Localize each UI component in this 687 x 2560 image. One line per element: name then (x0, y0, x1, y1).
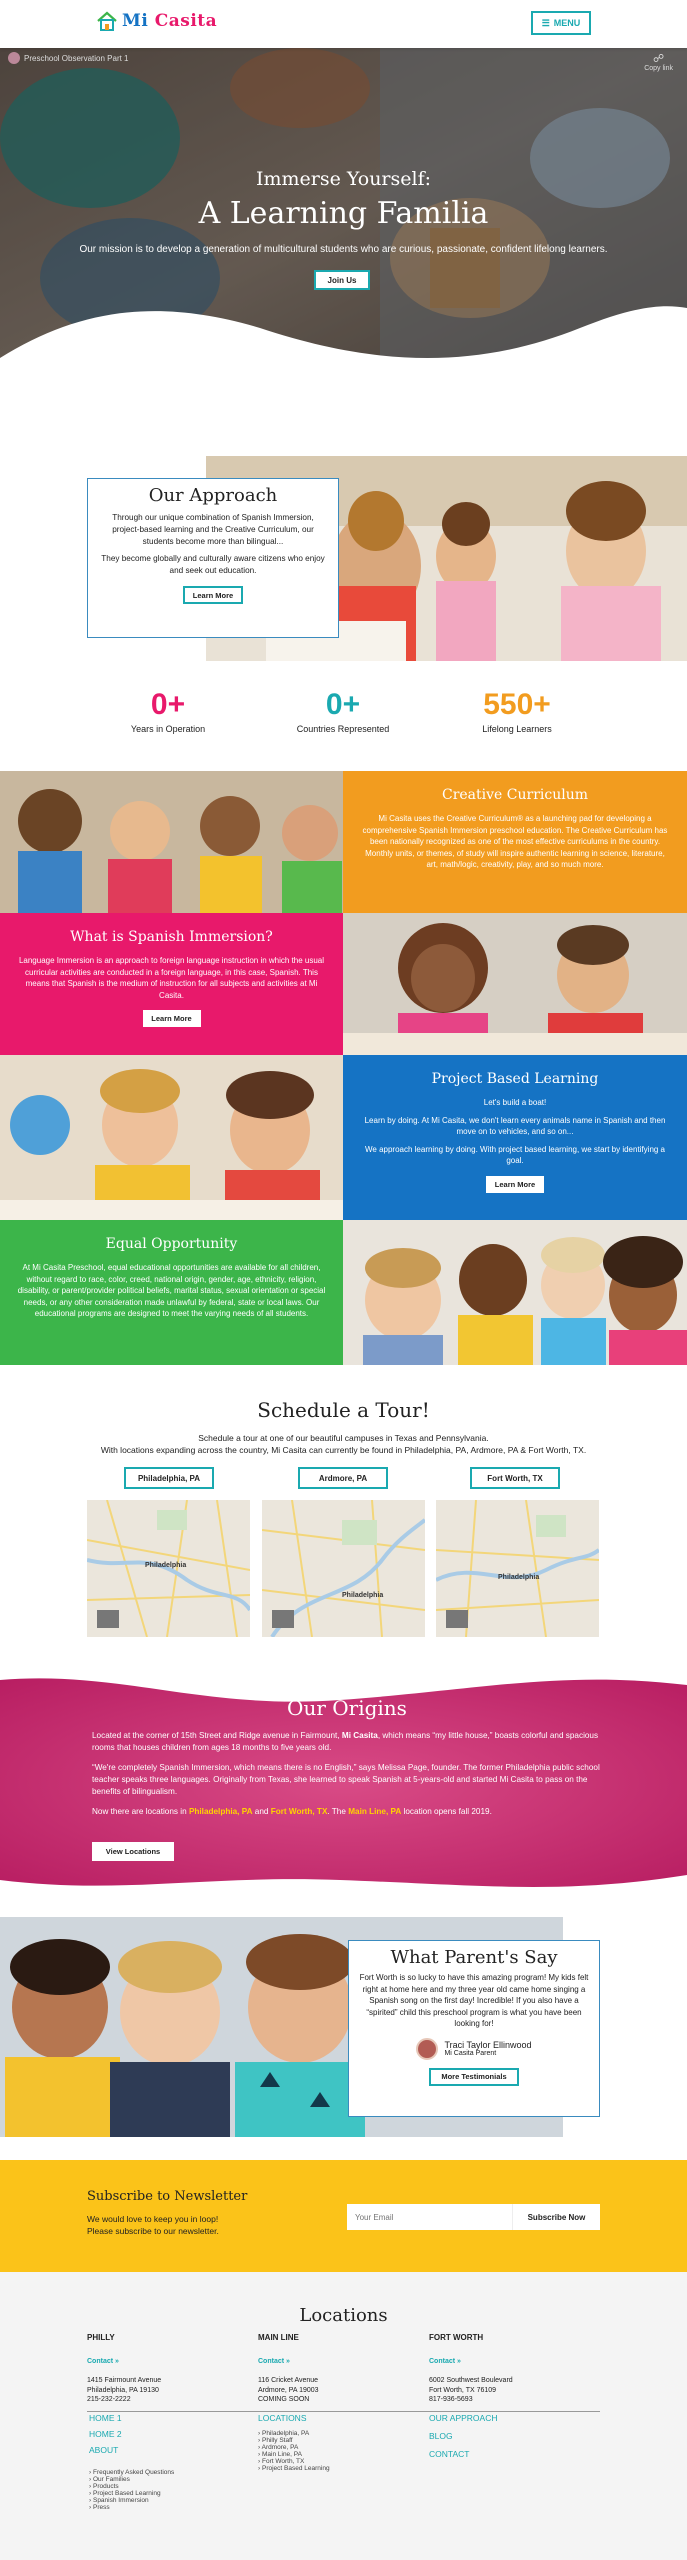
footer-sub-link-text: Philly Staff (261, 2437, 293, 2444)
copy-link-label: Copy link (644, 65, 673, 72)
footer-sub-link[interactable]: › Main Line, PA (258, 2451, 302, 2458)
origins-paragraph-2: “We're completely Spanish Immersion, which means there is no English,” says Melissa Page, founder. The former Philadelphia public school teacher speaks three languages. Originally from Texas, she learned to speak Spanish at 5-years-old and started Mi Casita to pass on the benefits of bilingualism. (92, 1763, 600, 1796)
footer-sub-link[interactable]: › Press (89, 2504, 110, 2511)
schedule-tour-line-2: With locations expanding across the country, Mi Casita can currently be found in Philadelphia, PA, Ardmore, PA & Fort Worth, TX. (100, 1445, 587, 1455)
link-icon: ☍ (653, 53, 665, 65)
location-city: MAIN LINE (258, 2333, 299, 2342)
origins-link-main-line[interactable]: Main Line, PA (348, 1807, 402, 1816)
footer-sub-link-text: Philadelphia, PA (261, 2430, 310, 2437)
location-contact-link[interactable]: Contact » (87, 2357, 119, 2365)
hamburger-icon: ☰ (541, 17, 550, 28)
footer-sub-link[interactable]: › Project Based Learning (258, 2465, 330, 2472)
footer-divider (87, 2411, 600, 2412)
schedule-tour-line-1: Schedule a tour at one of our beautiful campuses in Texas and Pennsylvania. (198, 1433, 489, 1443)
stat-learners-label: Lifelong Learners (482, 724, 552, 734)
stat-learners-value: 550+ (483, 688, 551, 721)
hero-mission: Our mission is to develop a generation of multicultural students who are curious, passionate, confident lifelong learners. (79, 244, 608, 255)
map-label-philadelphia-3: Philadelphia (498, 1574, 540, 1581)
creative-curriculum-title: Creative Curriculum (441, 787, 588, 803)
footer-location-philly (87, 2333, 252, 2405)
creative-curriculum-panel (343, 771, 687, 913)
footer-sub-link[interactable]: › Fort Worth, TX (258, 2458, 305, 2465)
video-title-text: Preschool Observation Part 1 (24, 53, 129, 63)
tour-ardmore-button[interactable]: Ardmore, PA (298, 1467, 388, 1489)
spanish-immersion-panel (0, 913, 343, 1055)
map-fort-worth[interactable] (436, 1500, 599, 1637)
testimonial-author-name: Traci Taylor Ellinwood (444, 2040, 532, 2050)
origins-p3-and: and (252, 1807, 271, 1816)
newsletter-line-1: We would love to keep you in loop! (87, 2214, 219, 2224)
footer-sub-link-text: Project Based Learning (92, 2490, 161, 2497)
testimonial-author-role: Mi Casita Parent (444, 2050, 497, 2057)
join-us-button[interactable]: Join Us (314, 270, 370, 290)
hero-title: A Learning Familia (198, 196, 489, 231)
footer-about-submenu (89, 2469, 174, 2511)
testimonial-author (359, 2038, 589, 2060)
location-address-line-2: Ardmore, PA 19003 (258, 2386, 319, 2394)
origins-title: Our Origins (287, 1696, 407, 1720)
project-based-learning-tagline: Let's build a boat! (483, 1098, 547, 1107)
menu-label: MENU (553, 18, 581, 28)
spanish-immersion-title: What is Spanish Immersion? (70, 929, 273, 945)
logo-word-mi: Mi (122, 11, 149, 31)
footer-location-main-line (258, 2333, 423, 2405)
location-status: COMING SOON (258, 2396, 310, 2403)
view-locations-button[interactable]: View Locations (92, 1842, 174, 1861)
tour-philadelphia-button[interactable]: Philadelphia, PA (124, 1467, 214, 1489)
footer-locations-title: Locations (299, 2305, 388, 2326)
equal-opportunity-title: Equal Opportunity (105, 1236, 238, 1252)
house-icon (96, 10, 118, 32)
copy-link[interactable] (644, 52, 673, 72)
project-based-learning-paragraph-1: Learn by doing. At Mi Casita, we don't learn every animals name in Spanish and then move on to vehicles, and so on... (364, 1115, 666, 1136)
location-address-line-1: 1415 Fairmount Avenue (87, 2377, 162, 2384)
hero-video[interactable] (0, 48, 687, 378)
location-city: FORT WORTH (429, 2333, 484, 2342)
menu-button[interactable] (531, 11, 591, 35)
testimonial-title: What Parent's Say (390, 1947, 558, 1968)
footer-sub-link-text: Ardmore, PA (261, 2444, 299, 2451)
approach-title: Our Approach (148, 485, 278, 506)
tour-fort-worth-button[interactable]: Fort Worth, TX (470, 1467, 560, 1489)
newsletter-email-input[interactable] (347, 2204, 512, 2230)
photo-smiling-children (343, 913, 687, 1055)
origins-p3-end: location opens fall 2019. (401, 1807, 492, 1816)
photo-children-sitting (0, 771, 343, 913)
origins-p1-part-c: , which means “my little house,” boasts colorful and spacious rooms that houses children from ages 18 months to five years old. (92, 1731, 599, 1752)
photo-diverse-children (343, 1220, 687, 1365)
footer-sub-link[interactable]: › Frequently Asked Questions (89, 2469, 175, 2476)
footer-sub-link[interactable]: › Project Based Learning (89, 2490, 161, 2497)
logo-text (122, 11, 217, 31)
testimonial-quote: Fort Worth is so lucky to have this amazing program! My kids felt right at home here and my three year old came home singing a Spanish song on the first day! Incredible! If you also have a “spirited” child this preschool program is what you have been looking for! (359, 1973, 589, 2028)
project-based-learning-paragraph-2: We approach learning by doing. With project based learning, we start by identifying a goal. (364, 1144, 666, 1165)
immersion-learn-more-button[interactable]: Learn More (143, 1010, 201, 1027)
hero-subtitle: Immerse Yourself: (255, 168, 432, 190)
location-address-line-1: 116 Cricket Avenue (258, 2377, 319, 2384)
project-based-learning-title: Project Based Learning (431, 1071, 599, 1087)
origins-paragraph-3 (92, 1806, 602, 1818)
location-phone: 215-232-2222 (87, 2396, 131, 2403)
footer-sub-link-text: Products (92, 2483, 119, 2490)
newsletter-line-2: Please subscribe to our newsletter. (87, 2226, 219, 2236)
footer-location-fort-worth (429, 2333, 594, 2405)
stat-learners (427, 688, 607, 734)
logo[interactable] (96, 10, 217, 32)
subscribe-now-button[interactable]: Subscribe Now (512, 2204, 600, 2230)
footer-sub-link[interactable]: › Our Families (89, 2476, 130, 2483)
photo-kids-coloring (0, 1055, 343, 1220)
map-ardmore[interactable] (262, 1500, 425, 1637)
location-address-line-2: Philadelphia, PA 19130 (87, 2386, 159, 2394)
stat-years (78, 688, 258, 734)
project-based-learning-panel (343, 1055, 687, 1220)
footer-sub-link[interactable]: › Spanish Immersion (89, 2497, 149, 2504)
stat-years-value: 0+ (150, 688, 186, 721)
location-contact-link[interactable]: Contact » (258, 2357, 290, 2365)
origins-paragraph-1 (92, 1730, 602, 1754)
footer-sub-link-text: Frequently Asked Questions (92, 2469, 175, 2476)
stat-countries-label: Countries Represented (296, 724, 390, 734)
newsletter-text (87, 2213, 219, 2237)
footer-sub-link[interactable]: › Products (89, 2483, 119, 2490)
location-address-line-2: Fort Worth, TX 76109 (429, 2386, 497, 2394)
approach-paragraph-2: They become globally and culturally aware citizens who enjoy and seek out education. (101, 554, 325, 575)
more-testimonials-button[interactable]: More Testimonials (429, 2068, 519, 2086)
footer-link-our-approach[interactable]: OUR APPROACH (429, 2413, 498, 2423)
approach-card (87, 478, 339, 638)
location-address-line-1: 6002 Southwest Boulevard (429, 2377, 513, 2384)
footer-sub-link[interactable]: › Philly Staff (258, 2437, 293, 2444)
origins-content (92, 1696, 602, 1826)
origins-p3-part-a: Now there are locations in (92, 1807, 189, 1816)
origins-p1-mi-casita: Mi Casita (341, 1731, 378, 1740)
avatar (416, 2038, 438, 2060)
stat-countries-value: 0+ (325, 688, 361, 721)
map-label-philadelphia-2: Philadelphia (342, 1592, 384, 1599)
location-contact-link[interactable]: Contact » (429, 2357, 461, 2365)
footer-sub-link-text: Project Based Learning (261, 2465, 330, 2472)
hero-wave-divider (0, 288, 687, 378)
footer-sub-link[interactable]: › Philadelphia, PA (258, 2430, 310, 2437)
equal-opportunity-panel (0, 1220, 343, 1365)
video-title[interactable] (8, 52, 129, 64)
map-label-philadelphia: Philadelphia (145, 1562, 187, 1569)
footer-link-contact[interactable]: CONTACT (429, 2449, 470, 2459)
approach-learn-more-button[interactable]: Learn More (183, 586, 243, 604)
schedule-tour-title: Schedule a Tour! (257, 1398, 430, 1422)
map-philadelphia[interactable] (87, 1500, 250, 1637)
footer-link-home-1[interactable]: HOME 1 (89, 2413, 122, 2423)
footer-link-blog[interactable]: BLOG (429, 2431, 453, 2441)
footer-sub-link-text: Spanish Immersion (92, 2497, 149, 2504)
stat-countries (253, 688, 433, 734)
footer-sub-link-text: Press (92, 2504, 110, 2511)
origins-p1-part-a: Located at the corner of 15th Street and Ridge avenue in Fairmount, (92, 1731, 342, 1740)
footer-sub-link-text: Main Line, PA (261, 2451, 302, 2458)
location-city: PHILLY (87, 2333, 115, 2342)
footer-link-home-2[interactable]: HOME 2 (89, 2429, 122, 2439)
logo-word-casita: Casita (154, 11, 218, 31)
spanish-immersion-text: Language Immersion is an approach to foreign language instruction in which the usual curricular activities are conducted in a foreign language, in this case, Spanish. This means that Spanish is the medium of instruction for all subjects and activities at Mi Casita. (18, 956, 325, 1000)
creative-curriculum-text: Mi Casita uses the Creative Curriculum® as a launching pad for developing a comprehensive Spanish Immersion preschool education. The Creative Curriculum has been nationally recognized as one of the most effective curriculums in the country. Monthly units, or themes, of study will inspire authentic learning in science, literature, art, math/logic, creativity, play, and so much more. (362, 814, 668, 869)
footer-sub-link[interactable]: › Ardmore, PA (258, 2444, 299, 2451)
equal-opportunity-text: At Mi Casita Preschool, equal educational opportunities are available for all children, without regard to race, color, creed, national origin, gender, age, ethnicity, religion, disability, or parent/provider political beliefs, marital status, sexual orientation or special needs, or any other consideration made unlawful by federal, state or local laws. Our educational programs are designed to meet the varying needs of all students. (17, 1263, 326, 1318)
channel-avatar (8, 52, 20, 64)
newsletter-title: Subscribe to Newsletter (87, 2189, 248, 2204)
testimonial-card (348, 1940, 600, 2117)
footer-sub-link-text: Our Families (92, 2476, 130, 2483)
schedule-tour-text (0, 1432, 687, 1456)
origins-link-philadelphia[interactable]: Philadelphia, PA (188, 1807, 253, 1816)
footer-sub-link-text: Fort Worth, TX (261, 2458, 305, 2465)
origins-p3-the: . The (327, 1807, 349, 1816)
footer-link-about[interactable]: ABOUT (89, 2445, 119, 2455)
site-header (0, 0, 687, 48)
approach-paragraph-1: Through our unique combination of Spanish Immersion, project-based learning and the Creative Curriculum, our students become more than bilingual... (112, 513, 314, 546)
stat-years-label: Years in Operation (130, 724, 206, 734)
footer-locations-submenu (258, 2430, 330, 2472)
origins-link-fort-worth[interactable]: Fort Worth, TX (270, 1807, 328, 1816)
project-learn-more-button[interactable]: Learn More (486, 1176, 544, 1193)
location-phone: 817-936-5693 (429, 2396, 473, 2403)
footer-link-locations[interactable]: LOCATIONS (258, 2413, 307, 2423)
